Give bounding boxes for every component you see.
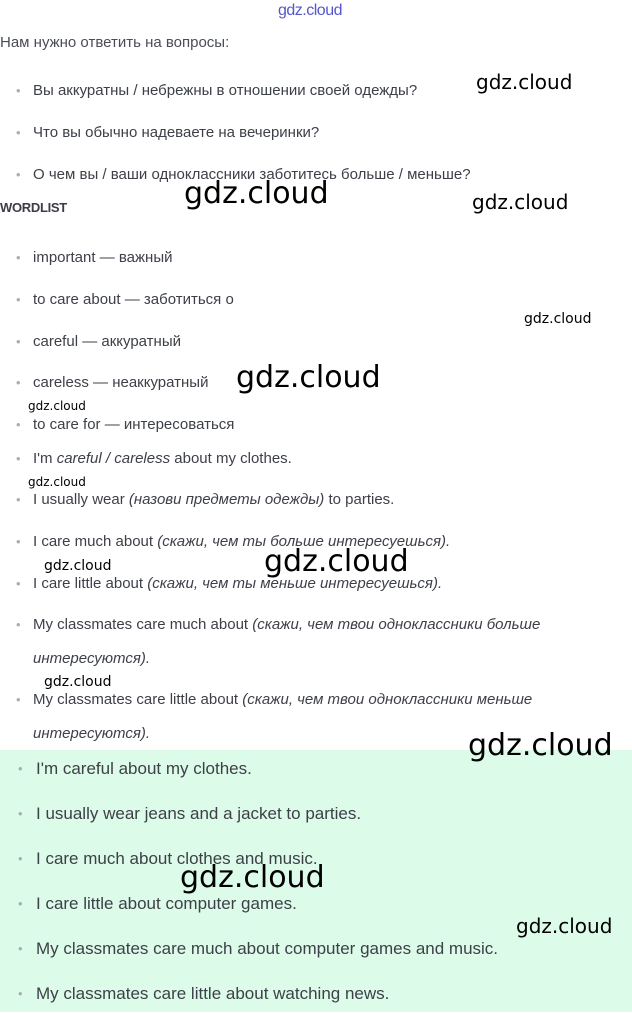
bullet: •: [18, 896, 23, 911]
bullet: •: [16, 417, 21, 432]
watermark: gdz.cloud: [44, 674, 112, 690]
watermark: gdz.cloud: [516, 914, 613, 938]
watermark: gdz.cloud: [180, 860, 325, 895]
word-entry: important — важный: [33, 249, 173, 266]
watermark: gdz.cloud: [236, 360, 381, 395]
bullet: •: [18, 851, 23, 866]
answer-text: My classmates care little about watching news.: [36, 984, 390, 1003]
watermark: gdz.cloud: [264, 544, 409, 579]
bullet: •: [16, 492, 21, 507]
bullet: •: [16, 692, 21, 707]
bullet: •: [16, 83, 21, 98]
prompt-text: My classmates care much about (скажи, чем твои одноклассники больше интересуются).: [33, 616, 541, 667]
word-entry: to care about — заботиться о: [33, 291, 234, 308]
watermark: gdz.cloud: [524, 311, 592, 327]
prompt-text: I care little about (скажи, чем ты меньше интересуешься).: [33, 575, 443, 592]
bullet: •: [18, 806, 23, 821]
watermark: gdz.cloud: [476, 70, 573, 94]
word-entry: to care for — интересоваться: [33, 416, 235, 433]
wordlist-heading: WORDLIST: [0, 200, 67, 215]
question-text: О чем вы / ваши одноклассники заботитесь больше / меньше?: [33, 166, 471, 183]
answer-text: I usually wear jeans and a jacket to parties.: [36, 804, 362, 823]
bullet: •: [16, 125, 21, 140]
bullet: •: [16, 292, 21, 307]
bullet: •: [16, 534, 21, 549]
bullet: •: [16, 451, 21, 466]
site-logo[interactable]: gdz.cloud: [278, 2, 342, 19]
bullet: •: [16, 617, 21, 632]
prompt-text: I usually wear (назови предметы одежды) to parties.: [33, 491, 395, 508]
watermark: gdz.cloud: [184, 176, 329, 211]
answer-text: I care little about computer games.: [36, 894, 297, 913]
watermark: gdz.cloud: [28, 399, 86, 413]
watermark: gdz.cloud: [44, 558, 112, 574]
bullet: •: [18, 761, 23, 776]
bullet: •: [18, 986, 23, 1001]
prompt-text: I'm careful / careless about my clothes.: [33, 450, 292, 467]
answer-text: My classmates care much about computer games and music.: [36, 939, 499, 958]
answer-text: I'm careful about my clothes.: [36, 759, 252, 778]
word-entry: careful — аккуратный: [33, 333, 181, 350]
watermark: gdz.cloud: [28, 475, 86, 489]
answer-text: I care much about clothes and music.: [36, 849, 318, 868]
bullet: •: [16, 167, 21, 182]
question-text: Что вы обычно надеваете на вечеринки?: [33, 124, 320, 141]
prompt-text: I care much about (скажи, чем ты больше интересуешься).: [33, 533, 451, 550]
watermark: gdz.cloud: [472, 190, 569, 214]
bullet: •: [16, 576, 21, 591]
watermark: gdz.cloud: [468, 728, 613, 763]
prompt-text: My classmates care little about (скажи, чем твои одноклассники меньше интересуются).: [33, 691, 533, 742]
bullet: •: [16, 334, 21, 349]
bullet: •: [16, 250, 21, 265]
bullet: •: [18, 941, 23, 956]
intro-text: Нам нужно ответить на вопросы:: [0, 34, 230, 51]
bullet: •: [16, 375, 21, 390]
question-text: Вы аккуратны / небрежны в отношении своей одежды?: [33, 82, 418, 99]
word-entry: careless — неаккуратный: [33, 374, 209, 391]
